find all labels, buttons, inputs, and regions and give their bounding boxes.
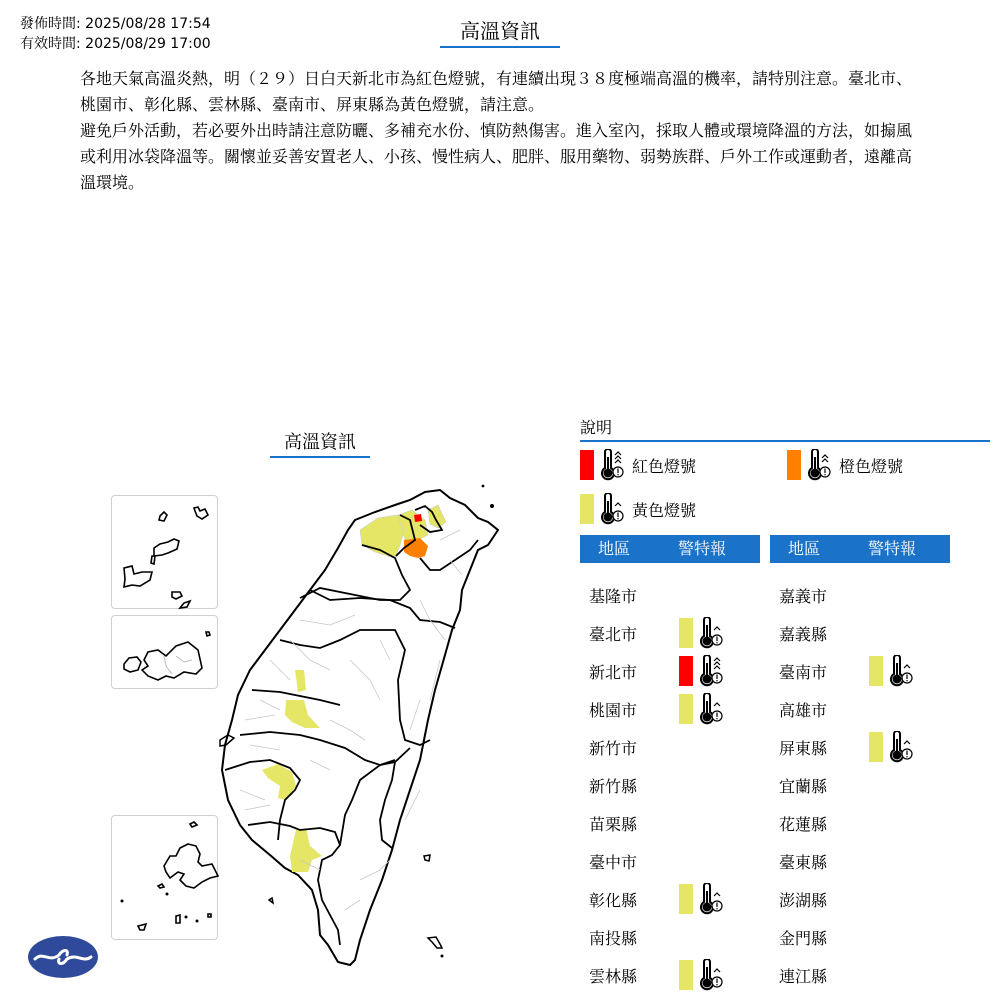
legend-label-orange: 橙色燈號	[839, 456, 904, 476]
table-row	[779, 690, 869, 728]
taiwan-outline	[222, 490, 498, 965]
table-row	[589, 918, 679, 956]
thermometer-2-chevrons-icon	[805, 449, 833, 481]
col-region-left: 地區	[598, 539, 631, 558]
table-row	[779, 880, 869, 918]
region-name: 嘉義市	[779, 586, 828, 606]
region-name: 高雄市	[779, 700, 828, 720]
col-warning-left: 警特報	[678, 539, 727, 558]
table-row	[779, 614, 869, 652]
bulletin-meta	[20, 14, 211, 54]
table-row	[589, 690, 725, 728]
table-row	[779, 956, 869, 994]
table-row	[589, 842, 679, 880]
legend-label-red: 紅色燈號	[632, 456, 697, 476]
warning-indicator	[679, 655, 725, 687]
orange-swatch	[787, 450, 801, 480]
table-row	[779, 766, 869, 804]
table-row	[779, 804, 869, 842]
legend-item-orange	[787, 449, 903, 481]
region-name: 臺東縣	[779, 852, 828, 872]
region-name: 嘉義縣	[779, 624, 828, 644]
thermometer-1-chevron-icon	[598, 493, 626, 525]
warning-indicator	[869, 655, 915, 687]
page-title: 高溫資訊	[440, 16, 560, 48]
thermometer-1-chevron-icon	[697, 617, 725, 649]
table-row	[589, 956, 725, 994]
table-row	[589, 766, 679, 804]
col-region-right: 地區	[788, 539, 821, 558]
yellow-swatch	[679, 884, 693, 914]
region-name: 苗栗縣	[589, 814, 638, 834]
region-name: 宜蘭縣	[779, 776, 828, 796]
region-name: 花蓮縣	[779, 814, 828, 834]
thermometer-3-chevrons-icon	[697, 655, 725, 687]
bulletin-paragraph-1: 各地天氣高溫炎熱，明（２９）日白天新北市為紅色燈號，有連續出現３８度極端高溫的機率，請特別注意。臺北市、桃園市、彰化縣、雲林縣、臺南市、屏東縣為黃色燈號，請注意。	[80, 69, 913, 114]
thermometer-1-chevron-icon	[887, 731, 915, 763]
table-header-left	[580, 535, 760, 563]
region-name: 基隆市	[589, 586, 638, 606]
region-name: 新竹縣	[589, 776, 638, 796]
yellow-swatch	[869, 656, 883, 686]
table-row	[589, 728, 679, 766]
bulletin-text	[80, 66, 920, 196]
yellow-swatch	[580, 494, 594, 524]
table-row	[589, 804, 679, 842]
table-row	[589, 576, 679, 614]
table-row	[589, 614, 725, 652]
yellow-swatch	[679, 694, 693, 724]
issued-time: 發佈時間: 2025/08/28 17:54	[20, 16, 211, 32]
taiwan-heat-map	[100, 470, 520, 1000]
thermometer-1-chevron-icon	[697, 959, 725, 991]
warning-indicator	[679, 693, 725, 725]
warning-indicator	[679, 883, 725, 915]
region-name: 澎湖縣	[779, 890, 828, 910]
region-name: 臺北市	[589, 624, 638, 644]
table-row	[779, 842, 869, 880]
warning-indicator	[869, 731, 915, 763]
table-row	[779, 918, 869, 956]
red-swatch	[580, 450, 594, 480]
cwa-logo	[27, 935, 99, 979]
yellow-swatch	[869, 732, 883, 762]
table-row	[589, 652, 725, 690]
thermometer-1-chevron-icon	[697, 693, 725, 725]
red-swatch	[679, 656, 693, 686]
region-name: 金門縣	[779, 928, 828, 948]
bulletin-paragraph-2: 避免戶外活動，若必要外出時請注意防曬、多補充水份、慎防熱傷害。進入室內，採取人體或環境降溫的方法，如搧風或利用冰袋降溫等。關懷並妥善安置老人、小孩、慢性病人、肥胖、服用藥物、弱勢族群、戶外工作或運動者，遠離高溫環境。	[80, 121, 913, 192]
legend-label-yellow: 黃色燈號	[632, 500, 697, 520]
table-header-right	[770, 535, 950, 563]
legend-title: 說明	[580, 416, 990, 442]
region-name: 屏東縣	[779, 738, 828, 758]
region-name: 連江縣	[779, 966, 828, 986]
region-name: 彰化縣	[589, 890, 638, 910]
region-new-taipei-red	[414, 514, 422, 522]
region-name: 新竹市	[589, 738, 638, 758]
col-warning-right: 警特報	[868, 539, 917, 558]
yellow-swatch	[679, 960, 693, 990]
warning-indicator	[679, 959, 725, 991]
yellow-swatch	[679, 618, 693, 648]
region-name: 新北市	[589, 662, 638, 682]
table-row	[779, 728, 915, 766]
thermometer-1-chevron-icon	[697, 883, 725, 915]
region-name: 雲林縣	[589, 966, 638, 986]
region-name: 臺南市	[779, 662, 828, 682]
valid-time: 有效時間: 2025/08/29 17:00	[20, 36, 211, 52]
thermometer-1-chevron-icon	[887, 655, 915, 687]
legend-item-yellow	[580, 493, 696, 525]
region-name: 桃園市	[589, 700, 638, 720]
table-row	[779, 576, 869, 614]
legend-item-red	[580, 449, 696, 481]
table-row	[779, 652, 915, 690]
region-name: 南投縣	[589, 928, 638, 948]
warning-indicator	[679, 617, 725, 649]
thermometer-3-chevrons-icon	[598, 449, 626, 481]
map-title: 高溫資訊	[270, 430, 370, 458]
table-row	[589, 880, 725, 918]
region-name: 臺中市	[589, 852, 638, 872]
